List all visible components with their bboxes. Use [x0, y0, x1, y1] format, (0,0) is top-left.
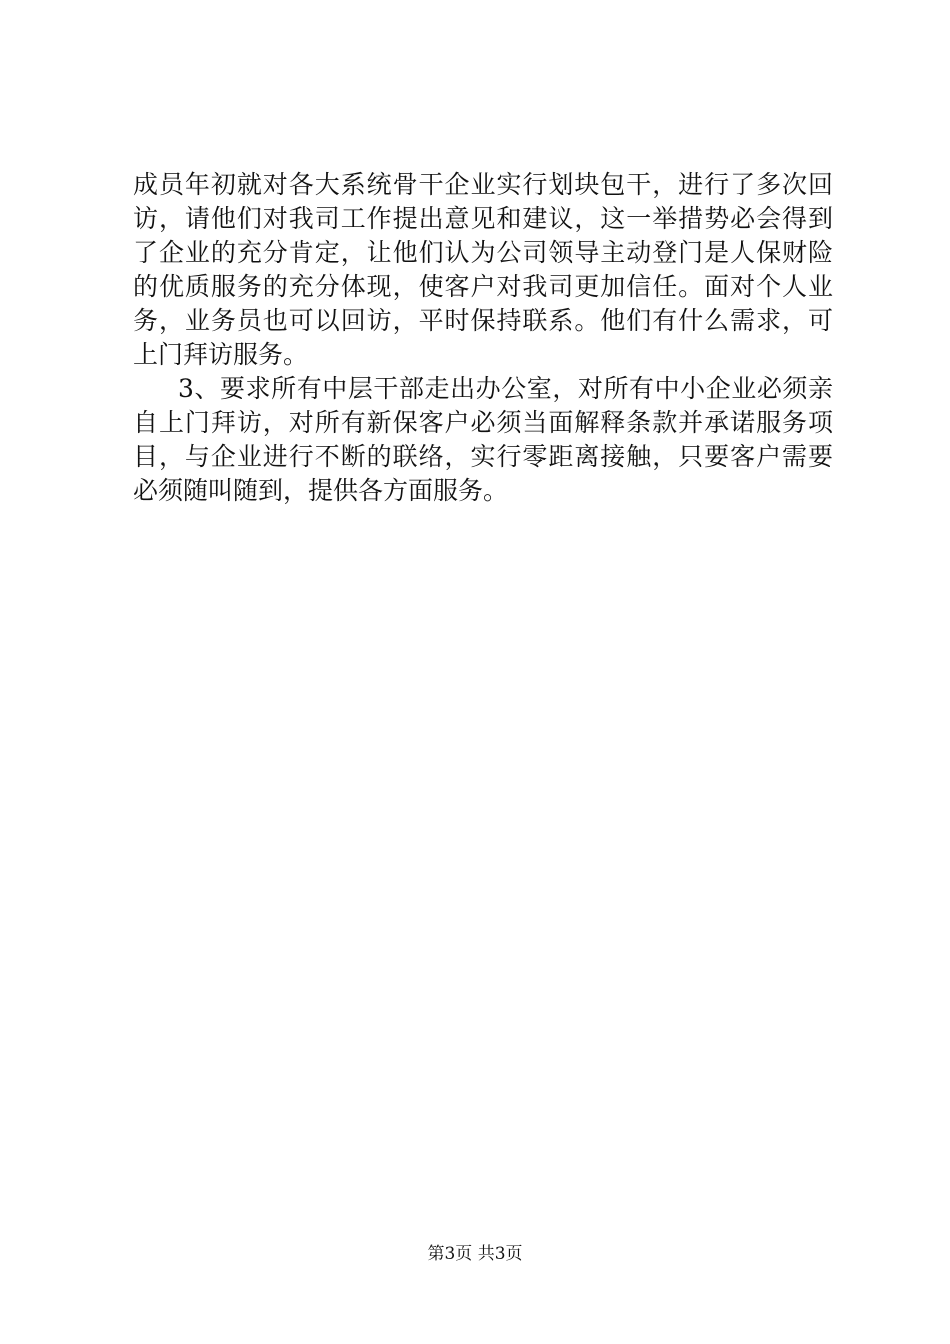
- paragraph-2: [133, 372, 833, 508]
- text-line: 上门拜访服务。: [133, 340, 309, 369]
- text-line: 的优质服务的充分体现，使客户对我司更加信任。面对个人业: [133, 272, 833, 301]
- text-line: 了企业的充分肯定，让他们认为公司领导主动登门是人保财险: [133, 238, 833, 267]
- document-body: [133, 168, 833, 508]
- text-line: 务，业务员也可以回访，平时保持联系。他们有什么需求，可: [133, 306, 833, 335]
- text-line: 目，与企业进行不断的联络，实行零距离接触，只要客户需要: [133, 442, 833, 471]
- text-line: 自上门拜访，对所有新保客户必须当面解释条款并承诺服务项: [133, 408, 833, 437]
- text-line: 必须随叫随到，提供各方面服务。: [133, 476, 509, 505]
- text-line: 3、要求所有中层干部走出办公室，对所有中小企业必须亲: [178, 374, 833, 403]
- text-line: 成员年初就对各大系统骨干企业实行划块包干，进行了多次回: [133, 170, 833, 199]
- text-line: 访，请他们对我司工作提出意见和建议，这一举措势必会得到: [133, 204, 833, 233]
- paragraph-1: [133, 168, 833, 372]
- page-footer: 第3页 共3页: [427, 1244, 523, 1264]
